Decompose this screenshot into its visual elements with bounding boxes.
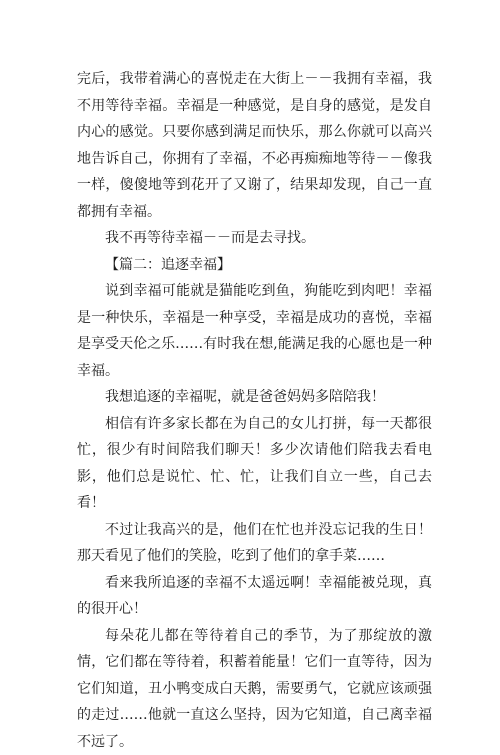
paragraph-continuation: 完后，我带着满心的喜悦走在大街上－－我拥有幸福，我不用等待幸福。幸福是一种感觉，是自身的感觉，是发自内心的感觉。只要你感到满足而快乐，那么你就可以高兴地告诉自己，你拥有了幸福，不必再痴痴地等待－－像我一样，傻傻地等到花开了又谢了，结果却发现，自己一直都拥有幸福。 xyxy=(77,66,432,225)
paragraph: 说到幸福可能就是猫能吃到鱼，狗能吃到肉吧！幸福是一种快乐，幸福是一种享受，幸福是成功的喜悦，幸福是享受天伦之乐……有时我在想,能满足我的心愿也是一种幸福。 xyxy=(77,278,432,384)
paragraph: 相信有许多家长都在为自己的女儿打拼，每一天都很忙，很少有时间陪我们聊天！多少次请他们陪我去看电影，他们总是说忙、忙、忙，让我们自立一些，自己去看！ xyxy=(77,411,432,517)
paragraph: 每朵花儿都在等待着自己的季节，为了那绽放的激情，它们都在等待着，积蓄着能量！它们一直等待，因为它们知道，丑小鸭变成白天鹅，需要勇气，它就应该顽强的走过……他就一直这么坚持，因为它知道，自己离幸福不远了。 xyxy=(77,623,432,755)
section-heading: 【篇二：追逐幸福】 xyxy=(77,252,432,279)
paragraph: 我想追逐的幸福呢，就是爸爸妈妈多陪陪我！ xyxy=(77,384,432,411)
paragraph: 看来我所追逐的幸福不太遥远啊！幸福能被兑现，真的很开心！ xyxy=(77,570,432,623)
paragraph: 不过让我高兴的是，他们在忙也并没忘记我的生日！那天看见了他们的笑脸，吃到了他们的拿手菜…… xyxy=(77,517,432,570)
document-body xyxy=(77,66,432,755)
paragraph: 我不再等待幸福－－而是去寻找。 xyxy=(77,225,432,252)
